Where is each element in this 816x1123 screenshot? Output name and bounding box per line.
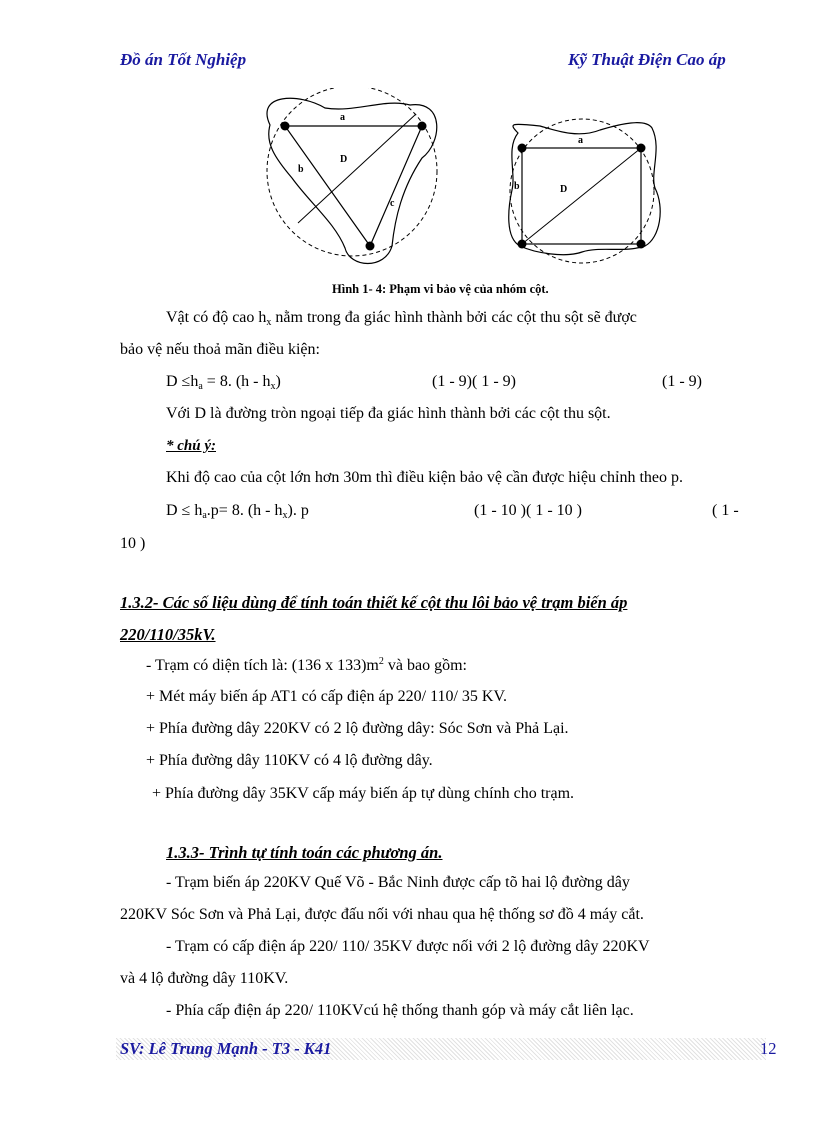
protection-zone-figure [250, 88, 670, 270]
paragraph-line: bảo vệ nếu thoả mãn điều kiện: [120, 341, 320, 358]
figure-caption: Hình 1- 4: Phạm vi bảo vệ của nhóm cột. [332, 282, 549, 296]
list-item: + Mét máy biến áp AT1 có cấp điện áp 220/ 110/ 35 KV. [146, 688, 507, 705]
equation-2-number: (1 - 10 )( 1 - 10 ) [474, 502, 582, 519]
label-a: a [578, 135, 583, 146]
section-132-title: 1.3.2- Các số liệu dùng để tính toán thiết kế cột thu lôi bảo vệ trạm biến áp [120, 593, 628, 612]
column-point [366, 242, 375, 251]
paragraph-line: - Trạm biến áp 220KV Quế Võ - Bắc Ninh được cấp tõ hai lộ đường dây [166, 874, 630, 891]
equation-2-number-right: ( 1 - [712, 502, 739, 519]
section-132-title-line2: 220/110/35kV. [120, 625, 216, 644]
list-item: + Phía đường dây 110KV có 4 lộ đường dây. [146, 752, 433, 769]
paragraph-line: Khi độ cao của cột lớn hơn 30m thì điều kiện bảo vệ cần được hiệu chỉnh theo p. [166, 469, 684, 486]
column-point [418, 122, 427, 131]
column-point [518, 240, 527, 249]
paragraph-line: - Trạm có cấp điện áp 220/ 110/ 35KV được nối với 2 lộ đường dây 220KV [166, 938, 650, 955]
triangle-column-group [267, 88, 437, 264]
footer-student-name: SV: Lê Trung Mạnh - T3 - K41 [120, 1039, 332, 1058]
column-triangle [285, 126, 422, 246]
list-item: + Phía đường dây 220KV có 2 lộ đường dây: Sóc Sơn và Phả Lại. [146, 720, 569, 737]
column-point [518, 144, 527, 153]
paragraph-line: Với D là đường tròn ngoại tiếp đa giác hình thành bởi các cột thu sột. [166, 405, 611, 422]
label-D: D [340, 154, 348, 165]
list-item: + Phía đường dây 35KV cấp máy biến áp tự dùng chính cho trạm. [152, 785, 575, 802]
label-b: b [298, 164, 304, 175]
equation-1-number-right: (1 - 9) [662, 373, 702, 390]
paragraph-line: Vật có độ cao $h_x$ nằm trong đa giác hình thành bởi các cột thu sột sẽ được [166, 309, 637, 328]
label-D: D [560, 184, 568, 195]
paragraph-line: và 4 lộ đường dây 110KV. [120, 970, 289, 987]
header-right: Kỹ Thuật Điện Cao áp [568, 50, 726, 69]
column-point [281, 122, 290, 131]
column-point [637, 240, 646, 249]
equation-1-number: (1 - 9)( 1 - 9) [432, 373, 516, 390]
paragraph-line: - Phía cấp điện áp 220/ 110KVcú hệ thống thanh góp và máy cắt liên lạc. [166, 1002, 634, 1019]
column-point [637, 144, 646, 153]
label-c: c [390, 198, 395, 209]
page-number: 12 [760, 1039, 777, 1058]
label-a: a [340, 112, 345, 123]
area-line: - Trạm có diện tích là: (136 x $133)m^2$ và bao gồm: [146, 656, 467, 674]
note-title: * chú ý: [166, 438, 216, 454]
equation-2-number-wrap: 10 ) [120, 535, 146, 552]
paragraph-line: 220KV Sóc Sơn và Phả Lại, được đấu nối với nhau qua hệ thống sơ đồ 4 máy cắt. [120, 906, 644, 923]
equation-1: $D \le h_a = 8$. $(h - h_x)$ [166, 373, 281, 392]
label-b: b [514, 181, 520, 192]
rectangle-column-group [509, 119, 660, 263]
header-left: Đồ án Tốt Nghiệp [120, 50, 247, 69]
section-133-title: 1.3.3- Trình tự tính toán các phương án. [166, 843, 443, 862]
equation-2: $D \le h_a.p= 8$. $(h - h_x)$. p [166, 502, 309, 521]
protection-zone-outline [267, 98, 437, 263]
protection-zone-outline [509, 123, 660, 255]
circumscribed-circle [267, 88, 437, 256]
diagonal-line [522, 148, 641, 244]
